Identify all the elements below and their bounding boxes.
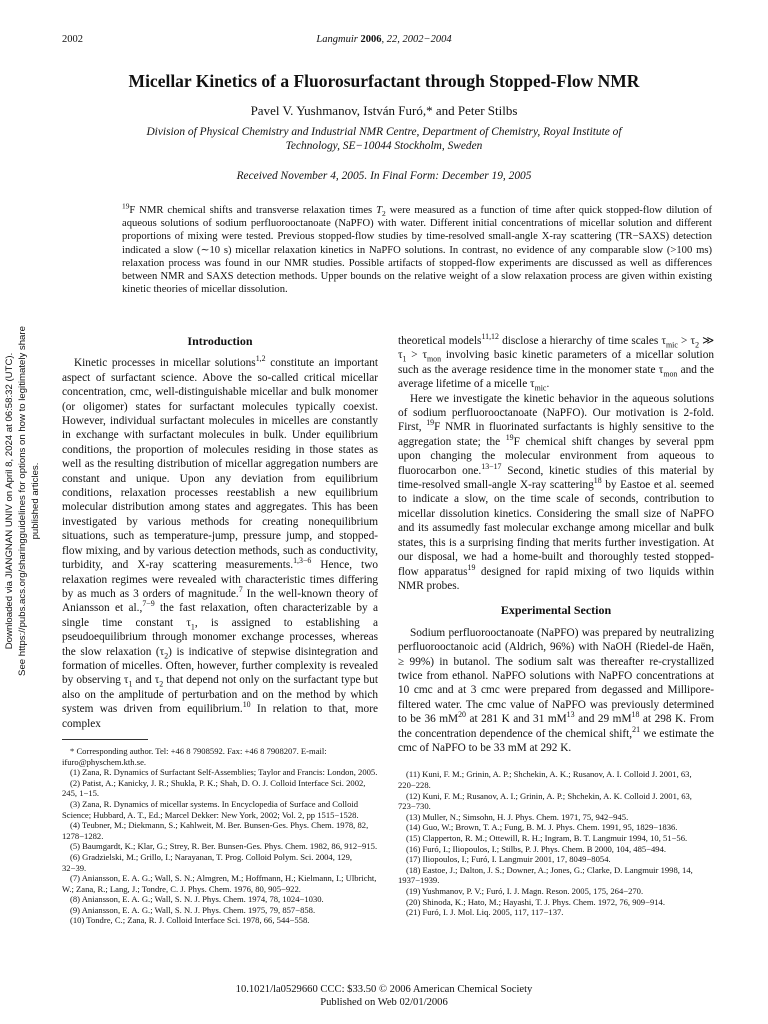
reference-12: (12) Kuni, F. M.; Rusanov, A. I.; Grinin, A. P.; Shchekin, A. K. Colloid J. 2001, 63, 723−730. <box>398 790 692 812</box>
page-range: 2002−2004 <box>402 34 452 45</box>
reference-15: (15) Clapperton, R. M.; Ottewill, R. H.; Ingram, B. T. Langmuir 1994, 10, 51−56. <box>406 832 688 843</box>
abstract: $^{19}$F NMR chemical shifts and transverse relaxation times $T_2$ were measured as a function of time after quick stopped-flow dilution of aqueous solutions of sodium perfluorooctanoate (NaPFO) with water. Different initial concentrations of micellar solution and different proportions of mixing were tested. Previous stopped-flow studies by time-resolved small-angle X-ray scattering (TR−SAXS) detection indicated a slow (∼10 s) micellar relaxation kinetics in NaPFO solutions. In contrast, no evidence of any comparable slow (>100 ms) relaxation process was found in our NMR studies. Possible artifacts of stopped-flow experiments are discussed as well as differences between NMR and SAXS detection methods. Upper bounds on the relative weight of a slow relaxation process are given within existing kinetic theories of micellar dissolution. <box>122 201 712 296</box>
reference-8: (8) Aniansson, E. A. G.; Wall, S. N. J. Phys. Chem. 1974, 78, 1024−1030. <box>70 894 324 905</box>
download-notice-line2: See https://pubs.acs.org/sharingguidelines for options on how to legitimately share published articles. <box>17 326 41 676</box>
doi-copyright: 10.1021/la0529660 CCC: $33.50 © 2006 American Chemical Society <box>235 984 533 995</box>
reference-5: (5) Baumgardt, K.; Klar, G.; Strey, R. Ber. Bunsen-Ges. Phys. Chem. 1982, 86, 912−915. <box>70 841 378 852</box>
download-notice-line1: Downloaded via JIANGNAN UNIV on April 8, 2024 at 06:58:32 (UTC). <box>4 352 15 650</box>
author-list: Pavel V. Yushmanov, István Furó,* and Peter Stilbs <box>250 103 518 118</box>
affiliation: Division of Physical Chemistry and Industrial NMR Centre, Department of Chemistry, Royal Institute of Technology, SE−10044 Stockholm, Sweden <box>146 126 622 152</box>
right-column <box>398 334 714 918</box>
reference-3: (3) Zana, R. Dynamics of micellar systems. In Encyclopedia of Surface and Colloid Science; Hubbard, A. T., Ed.; Marcel Dekker: New York, 2002; Vol. 2, pp 1515−1528. <box>62 798 359 820</box>
reference-9: (9) Aniansson, E. A. G.; Wall, S. N. J. Phys. Chem. 1975, 79, 857−858. <box>70 904 316 915</box>
reference-2: (2) Patist, A.; Kanicky, J. R.; Shukla, P. K.; Shah, D. O. J. Colloid Interface Sci. 2002, 245, 1−15. <box>62 777 366 799</box>
reference-18: (18) Eastoe, J.; Dalton, J. S.; Downer, A.; Jones, G.; Clarke, D. Langmuir 1998, 14, 1937−1939. <box>398 864 693 886</box>
reference-13: (13) Muller, N.; Simsohn, H. J. Phys. Chem. 1971, 75, 942−945. <box>406 811 629 822</box>
experimental-paragraph: Sodium perfluorooctanoate (NaPFO) was prepared by neutralizing perfluorooctanoic acid (Aldrich, 96%) with NaOH (Riedel-de Haën, ≥ 99%) in butanol. The sodium salt was thereafter re-crystallized twice from ethanol. NaPFO solutions with NaPFO concentrations at 10 cmc and at 3 cmc were prepared from degassed and Millipore-filtered water. The cmc value of NaPFO was previously determined to be 36 $mM^{20}$ at 281 K and 31 $mM^{13}$ and 29 $mM^{18}$ at 298 K. From the concentration dependence of the chemical shift,$^{21}$ we estimate the cmc of NaPFO to be 33 mM at 292 K. <box>398 626 714 754</box>
journal-citation: Langmuir 2006, 22, 2002−2004 <box>316 34 452 45</box>
reference-21: (21) Furó, I. J. Mol. Liq. 2005, 117, 117−137. <box>406 907 564 918</box>
introduction-paragraph: Kinetic processes in micellar solutions$^{1,2}$ constitute an important aspect of surfactant science. Above the so-called critical micellar concentration, cmc, well-distinguishable micellar and bulk monomer (or oligomer) states for surfactant molecules typically coexist. However, individual surfactant molecules in micelles are constantly in exchange with surfactant molecules in bulk. Under equilibrium conditions, the proportion of molecules residing in those states as well as the resulting distribution of micellar aggregation numbers are constant and unique. Upon any deviation from equilibrium conditions, relaxation processes reestablish a new equilibrium molecular distribution among states and aggregates. This has been investigated by various methods for creating nonequilibrium situations, such as temperature-jump, pressure jump, and stopped-flow mixing, and by various detection methods, such as conductivity, turbidity, and X-ray scattering measurements.$^{1,3-6}$ Hence, two relaxation regimes were revealed with characteristic times differing by as much as 3 orders of magnitude.$^7$ In the well-known theory of Aniansson et al.,$^{7-9}$ the fast relaxation, often characterizable by a single time constant $\tau_1$, is assigned to establishing a pseudoequilibrium through monomer exchange processes, whereas the slow relaxation $(\tau_2)$ is indicative of stepwise disintegration and formation of micelles. Often, however, further complexity is revealed by observing $\tau_1$ and $\tau_2$ that depend not only on the surfactant type but also on the amplitude of perturbation and on the method by which system was driven from equilibrium.$^{10}$ In relation to that, more complex <box>62 354 378 730</box>
reference-10: (10) Tondre, C.; Zana, R. J. Colloid Interface Sci. 1978, 66, 544−558. <box>70 915 310 926</box>
reference-6: (6) Gradzielski, M.; Grillo, I.; Narayanan, T. Prog. Colloid Polym. Sci. 2004, 129, 32−39. <box>62 851 353 873</box>
reference-7: (7) Aniansson, E. A. G.; Wall, S. N.; Almgren, M.; Hoffmann, H.; Kielmann, I.; Ulbricht, W.; Zana, R.; Lang, J.; Tondre, C. J. Phys. Chem. 1976, 80, 905−922. <box>62 873 377 894</box>
publication-date: Published on Web 02/01/2006 <box>320 996 448 1008</box>
introduction-heading: Introduction <box>187 334 253 348</box>
download-notice <box>3 306 39 696</box>
reference-17: (17) Iliopoulos, I.; Furó, I. Langmuir 2001, 17, 8049−8054. <box>406 854 611 865</box>
reference-19: (19) Yushmanov, P. V.; Furó, I. J. Magn. Reson. 2005, 175, 264−270. <box>406 885 644 896</box>
reference-4: (4) Teubner, M.; Diekmann, S.; Kahlweit, M. Ber. Bunsen-Ges. Phys. Chem. 1978, 82, 1278−1282. <box>62 820 369 841</box>
footnotes-left <box>62 746 378 926</box>
corresponding-author-note: * Corresponding author. Tel: +46 8 7908592. Fax: +46 8 7908207. E-mail: ifuro@physchem.kth.se. <box>62 745 327 767</box>
page-footer <box>62 984 706 1009</box>
page-number: 2002 <box>62 34 83 45</box>
experimental-heading: Experimental Section <box>500 603 612 618</box>
received-dates: Received November 4, 2005. In Final Form: December 19, 2005 <box>236 170 532 182</box>
reference-14: (14) Guo, W.; Brown, T. A.; Fung, B. M. J. Phys. Chem. 1991, 95, 1829−1836. <box>406 822 678 833</box>
reference-11: (11) Kuni, F. M.; Grinin, A. P.; Shchekin, A. K.; Rusanov, A. I. Colloid J. 2001, 63, 220−228. <box>398 769 692 790</box>
footnote-rule <box>62 739 148 740</box>
left-column <box>62 334 378 926</box>
running-header <box>62 34 706 48</box>
reference-1: (1) Zana, R. Dynamics of Surfactant Self-Assemblies; Taylor and Francis: London, 2005. <box>70 767 378 778</box>
motivation-paragraph: Here we investigate the kinetic behavior in the aqueous solutions of sodium perfluorooctanoate (NaPFO). Our motivation is 2-fold. First, $^{19}$F NMR in fluorinated surfactants is highly sensitive to the aggregation state; the $^{19}$F chemical shift changes by several ppm upon changing the molecular environment from aqueous to fluorocarbon one.$^{13-17}$ Second, kinetic studies of this material by time-resolved small-angle X-ray scattering$^{18}$ by Eastoe et al. seemed to indicate a slow, on the time scale of seconds, contribution to micellar dissolution kinetics. Considering the small size of NaPFO and its assumedly fast molecular exchange among micellar and bulk states, this is a surprising finding that merits further investigation. At our disposal, we had a home-built and thoroughly tested stopped-flow apparatus$^{19}$ designed for rapid mixing of two liquids within NMR probes. <box>398 392 714 592</box>
reference-20: (20) Shinoda, K.; Hato, M.; Hayashi, T. J. Phys. Chem. 1972, 76, 909−914. <box>406 896 665 907</box>
footnotes-right <box>398 769 714 917</box>
intro-continuation: theoretical models$^{11,12}$ disclose a hierarchy of time scales $\tau_{mic} > \tau_2$ ≫ $\tau_1 > \tau_{mon}$ involving basic kinetic parameters of a micellar solution such as the average residence time in the monomer state $\tau_{mon}$ and the average lifetime of a micelle $\tau_{mic}$. <box>398 332 714 393</box>
reference-16: (16) Furó, I.; Iliopoulos, I.; Stilbs, P. J. Phys. Chem. B 2000, 104, 485−494. <box>406 843 667 854</box>
article-title: Micellar Kinetics of a Fluorosurfactant through Stopped-Flow NMR <box>128 71 640 91</box>
